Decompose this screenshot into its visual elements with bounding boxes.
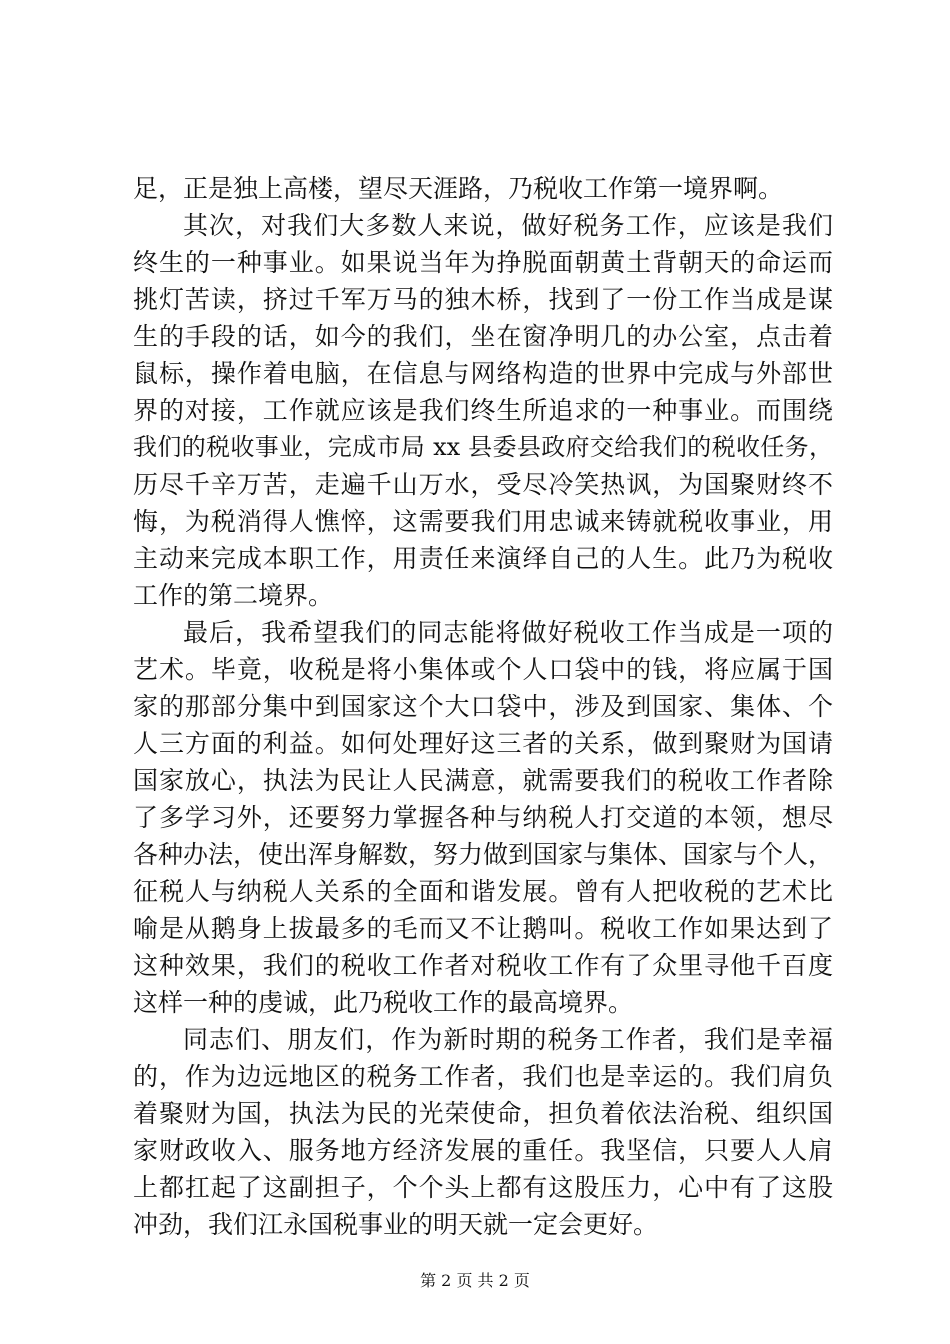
text-line: 这种效果，我们的税收工作者对税收工作有了众里寻他千百度 [133, 951, 833, 980]
text-line: 各种办法，使出浑身解数，努力做到国家与集体、国家与个人， [133, 840, 833, 869]
document-body [133, 170, 833, 1243]
text-line: 我们的税收事业，完成市局 xx 县委县政府交给我们的税收任务， [133, 433, 833, 461]
text-line: 足，正是独上高楼，望尽天涯路，乃税收工作第一境界啊。 [133, 174, 784, 203]
text-line: 悔，为税消得人憔悴，这需要我们用忠诚来铸就税收事业，用 [133, 507, 833, 536]
text-line: 鼠标，操作着电脑，在信息与网络构造的世界中完成与外部世 [133, 359, 833, 388]
text-line: 冲劲，我们江永国税事业的明天就一定会更好。 [133, 1210, 659, 1239]
text-line: 这样一种的虔诚，此乃税收工作的最高境界。 [133, 988, 634, 1017]
text-line: 工作的第二境界。 [133, 581, 334, 610]
text-line: 家财政收入、服务地方经济发展的重任。我坚信，只要人人肩 [133, 1136, 833, 1165]
page-footer: 第 2 页 共 2 页 [420, 1271, 530, 1290]
text-line: 其次，对我们大多数人来说，做好税务工作，应该是我们 [183, 211, 833, 240]
text-line: 界的对接，工作就应该是我们终生所追求的一种事业。而围绕 [133, 396, 833, 425]
text-line: 同志们、朋友们，作为新时期的税务工作者，我们是幸福 [183, 1025, 833, 1054]
text-line: 国家放心，执法为民让人民满意，就需要我们的税收工作者除 [133, 766, 833, 795]
text-line: 生的手段的话，如今的我们，坐在窗净明几的办公室，点击着 [133, 322, 833, 351]
text-line: 艺术。毕竟，收税是将小集体或个人口袋中的钱，将应属于国 [133, 655, 833, 684]
text-line: 上都扛起了这副担子，个个头上都有这股压力，心中有了这股 [133, 1173, 833, 1202]
text-line: 着聚财为国，执法为民的光荣使命，担负着依法治税、组织国 [133, 1099, 833, 1128]
text-line: 喻是从鹅身上拔最多的毛而又不让鹅叫。税收工作如果达到了 [133, 914, 833, 943]
text-line: 历尽千辛万苦，走遍千山万水，受尽冷笑热讽，为国聚财终不 [133, 470, 833, 499]
text-line: 的，作为边远地区的税务工作者，我们也是幸运的。我们肩负 [133, 1062, 833, 1091]
text-line: 人三方面的利益。如何处理好这三者的关系，做到聚财为国请 [133, 729, 833, 758]
text-line: 最后，我希望我们的同志能将做好税收工作当成是一项的 [183, 618, 833, 647]
text-line: 主动来完成本职工作，用责任来演绎自己的人生。此乃为税收 [133, 544, 833, 573]
text-line: 了多学习外，还要努力掌握各种与纳税人打交道的本领，想尽 [133, 803, 833, 832]
text-line: 终生的一种事业。如果说当年为挣脱面朝黄土背朝天的命运而 [133, 248, 833, 277]
text-line: 挑灯苦读，挤过千军万马的独木桥，找到了一份工作当成是谋 [133, 285, 833, 314]
text-line: 家的那部分集中到国家这个大口袋中，涉及到国家、集体、个 [133, 692, 833, 721]
text-line: 征税人与纳税人关系的全面和谐发展。曾有人把收税的艺术比 [133, 877, 833, 906]
